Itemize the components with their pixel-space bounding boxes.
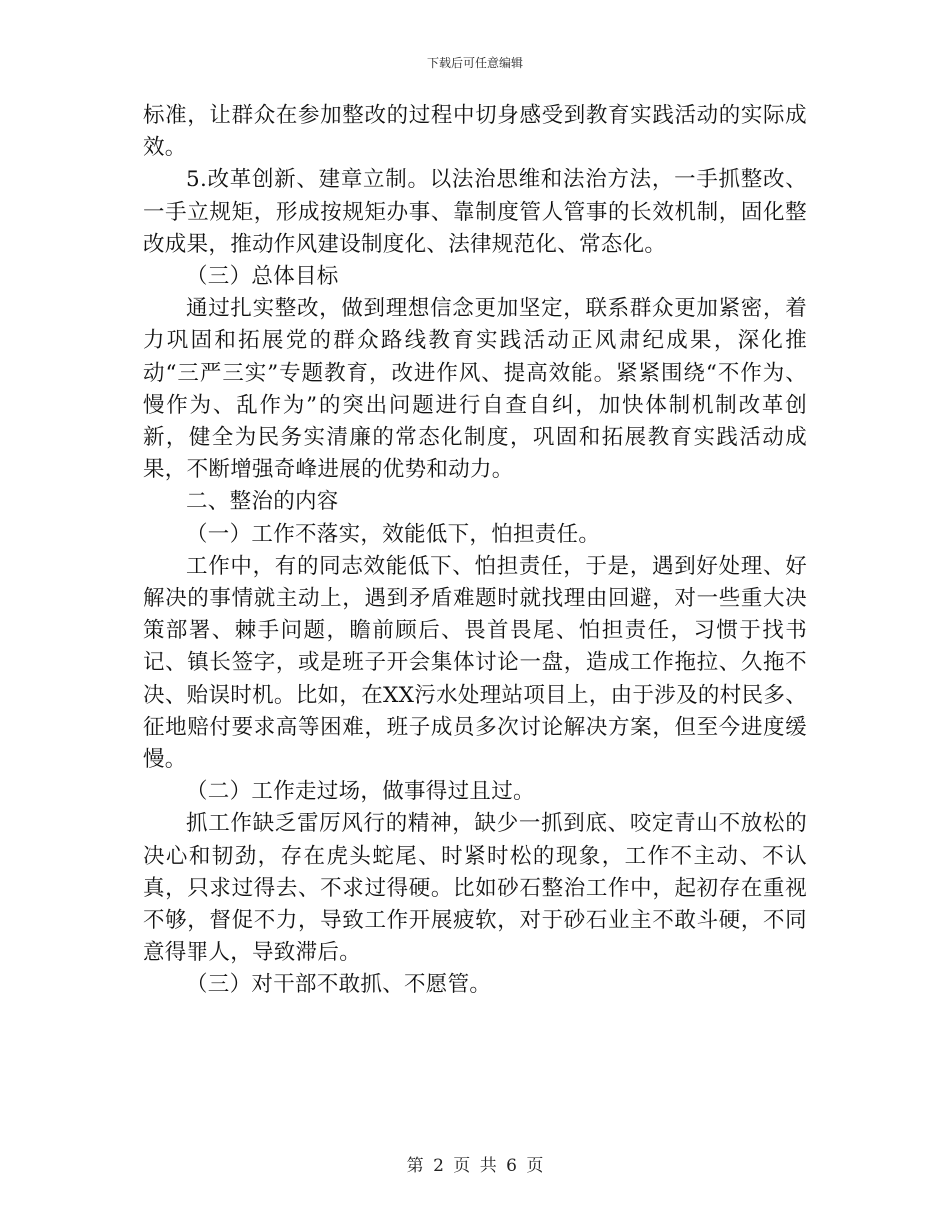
paragraph-overall-goal: 通过扎实整改，做到理想信念更加坚定，联系群众更加紧密，着力巩固和拓展党的群众路线教育实践活动正风肃纪成果，深化推动“三严三实”专题教育，改进作风、提高效能。紧紧围绕“不作为、慢作为、乱作为”的突出问题进行自查自纠，加快体制机制改革创新，健全为民务实清廉的常态化制度，巩固和拓展教育实践活动成果，不断增强奇峰进展的优势和动力。 [143, 296, 807, 483]
subheading-work-not-implemented: （一）工作不落实，效能低下，怕担责任。 [186, 521, 601, 547]
paragraph-reform-innovation: 5.改革创新、建章立制。以法治思维和法治方法，一手抓整改、一手立规矩，形成按规矩办事、靠制度管人管事的长效机制，固化整改成果，推动作风建设制度化、法律规范化、常态化。 [143, 167, 807, 257]
page-number-footer: 第 2 页 共 6 页 [406, 1156, 544, 1176]
page-header: 下载后可任意编辑 [426, 56, 523, 70]
paragraph-continuation: 标准，让群众在参加整改的过程中切身感受到教育实践活动的实际成效。 [143, 103, 807, 161]
document-body [143, 100, 807, 1002]
paragraph-work-not-implemented: 工作中，有的同志效能低下、怕担责任，于是，遇到好处理、好解决的事情就主动上，遇到矛盾难题时就找理由回避，对一些重大决策部署、棘手问题，瞻前顾后、畏首畏尾、怕担责任，习惯于找书记、镇长签字，或是班子开会集体讨论一盘，造成工作拖拉、久拖不决、贻误时机。比如，在XX污水处理站项目上，由于涉及的村民多、征地赔付要求高等困难，班子成员多次讨论解决方案，但至今进度缓慢。 [143, 553, 807, 773]
section-heading-overall-goal: （三）总体目标 [186, 264, 339, 290]
subheading-cadre-management: （三）对干部不敢抓、不愿管。 [186, 972, 492, 998]
paragraph-going-through-motions: 抓工作缺乏雷厉风行的精神，缺少一抓到底、咬定青山不放松的决心和韧劲，存在虎头蛇尾、时紧时松的现象，工作不主动、不认真，只求过得去、不求过得硬。比如砂石整治工作中，起初存在重视不够，督促不力，导致工作开展疲软，对于砂石业主不敢斗硬，不同意得罪人，导致滞后。 [143, 811, 807, 966]
subheading-going-through-motions: （二）工作走过场，做事得过且过。 [186, 779, 535, 805]
section-heading-rectification-content: 二、整治的内容 [186, 489, 339, 515]
